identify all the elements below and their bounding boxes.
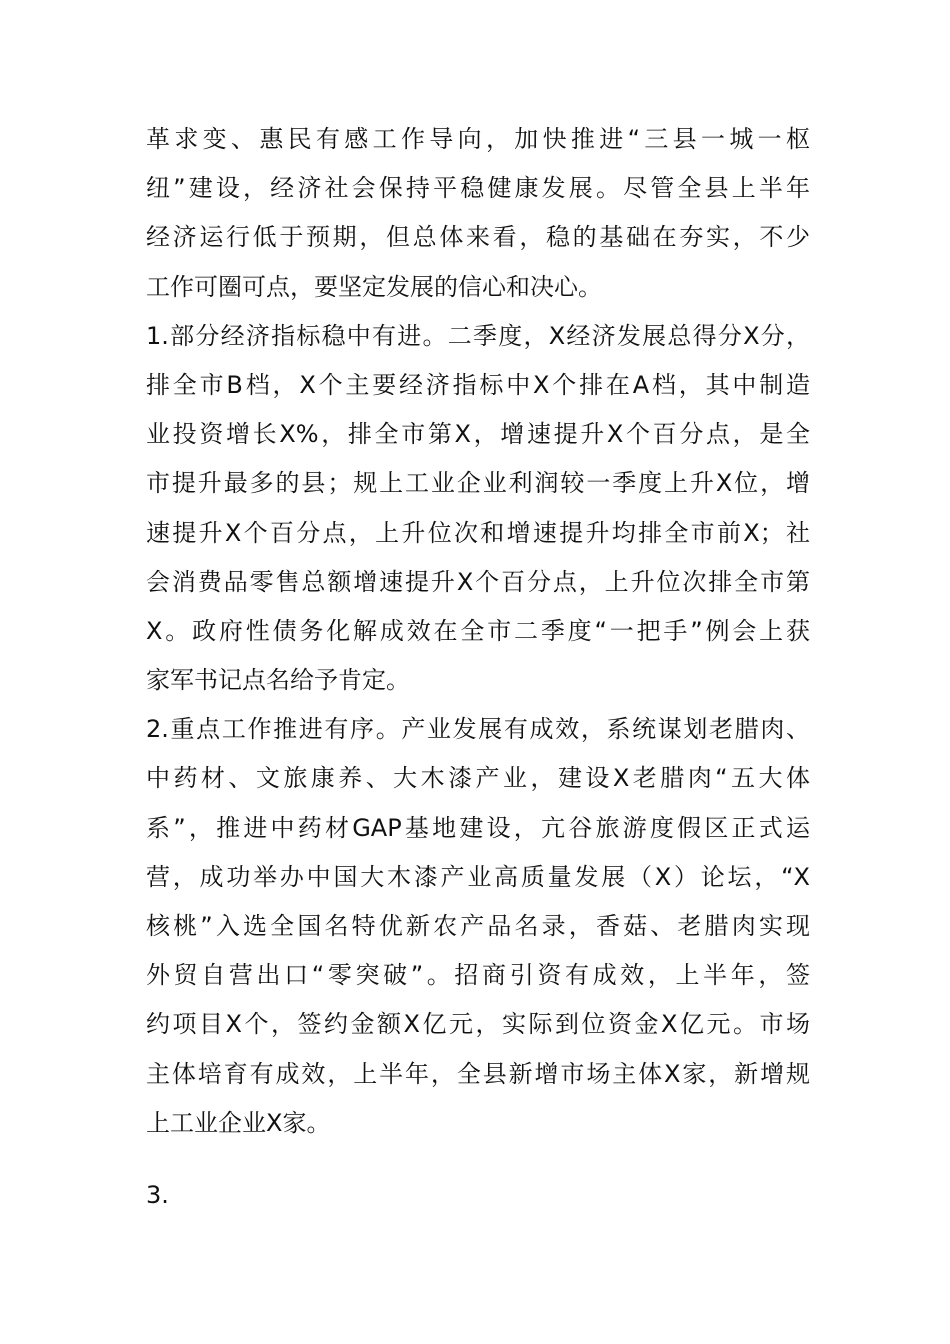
paragraph-line: 约项目X个，签约金额X亿元，实际到位资金X亿元。市场 — [146, 1010, 810, 1039]
paragraph-line: 业投资增长X%，排全市第X，增速提升X个百分点，是全 — [146, 420, 810, 449]
paragraph-line: 会消费品零售总额增速提升X个百分点，上升位次排全市第 — [146, 567, 810, 596]
paragraph-line: 上工业企业X家。 — [146, 1108, 331, 1137]
paragraph-line: 2.重点工作推进有序。产业发展有成效，系统谋划老腊肉、 — [146, 715, 810, 744]
section-number: 3. — [146, 1180, 169, 1209]
paragraph-line: 外贸自营出口“零突破”。招商引资有成效，上半年，签 — [146, 961, 810, 990]
paragraph-line: 1.部分经济指标稳中有进。二季度，X经济发展总得分X分， — [146, 321, 810, 350]
paragraph-line: 排全市B档，X个主要经济指标中X个排在A档，其中制造 — [146, 370, 810, 399]
paragraph-line: 纽”建设，经济社会保持平稳健康发展。尽管全县上半年 — [146, 174, 810, 203]
paragraph-line: X。政府性债务化解成效在全市二季度“一把手”例会上获 — [146, 616, 810, 645]
paragraph-line: 革求变、惠民有感工作导向，加快推进“三县一城一枢 — [146, 125, 810, 153]
paragraph-line: 系”，推进中药材GAP基地建设，亢谷旅游度假区正式运 — [146, 813, 810, 842]
paragraph-line: 中药材、文旅康养、大木漆产业，建设X老腊肉“五大体 — [146, 764, 810, 793]
paragraph-line: 工作可圈可点，要坚定发展的信心和决心。 — [146, 272, 602, 301]
paragraph-line: 家军书记点名给予肯定。 — [146, 666, 410, 695]
paragraph-line: 核桃”入选全国名特优新农产品名录，香菇、老腊肉实现 — [146, 912, 810, 940]
paragraph-line: 营，成功举办中国大木漆产业高质量发展（X）论坛，“X — [146, 862, 810, 891]
paragraph-line: 经济运行低于预期，但总体来看，稳的基础在夯实，不少 — [146, 223, 810, 252]
paragraph-line: 速提升X个百分点，上升位次和增速提升均排全市前X；社 — [146, 518, 810, 547]
paragraph-line: 市提升最多的县；规上工业企业利润较一季度上升X位，增 — [146, 469, 810, 498]
document-body — [146, 127, 810, 1232]
paragraph-line: 主体培育有成效，上半年，全县新增市场主体X家，新增规 — [146, 1059, 810, 1088]
